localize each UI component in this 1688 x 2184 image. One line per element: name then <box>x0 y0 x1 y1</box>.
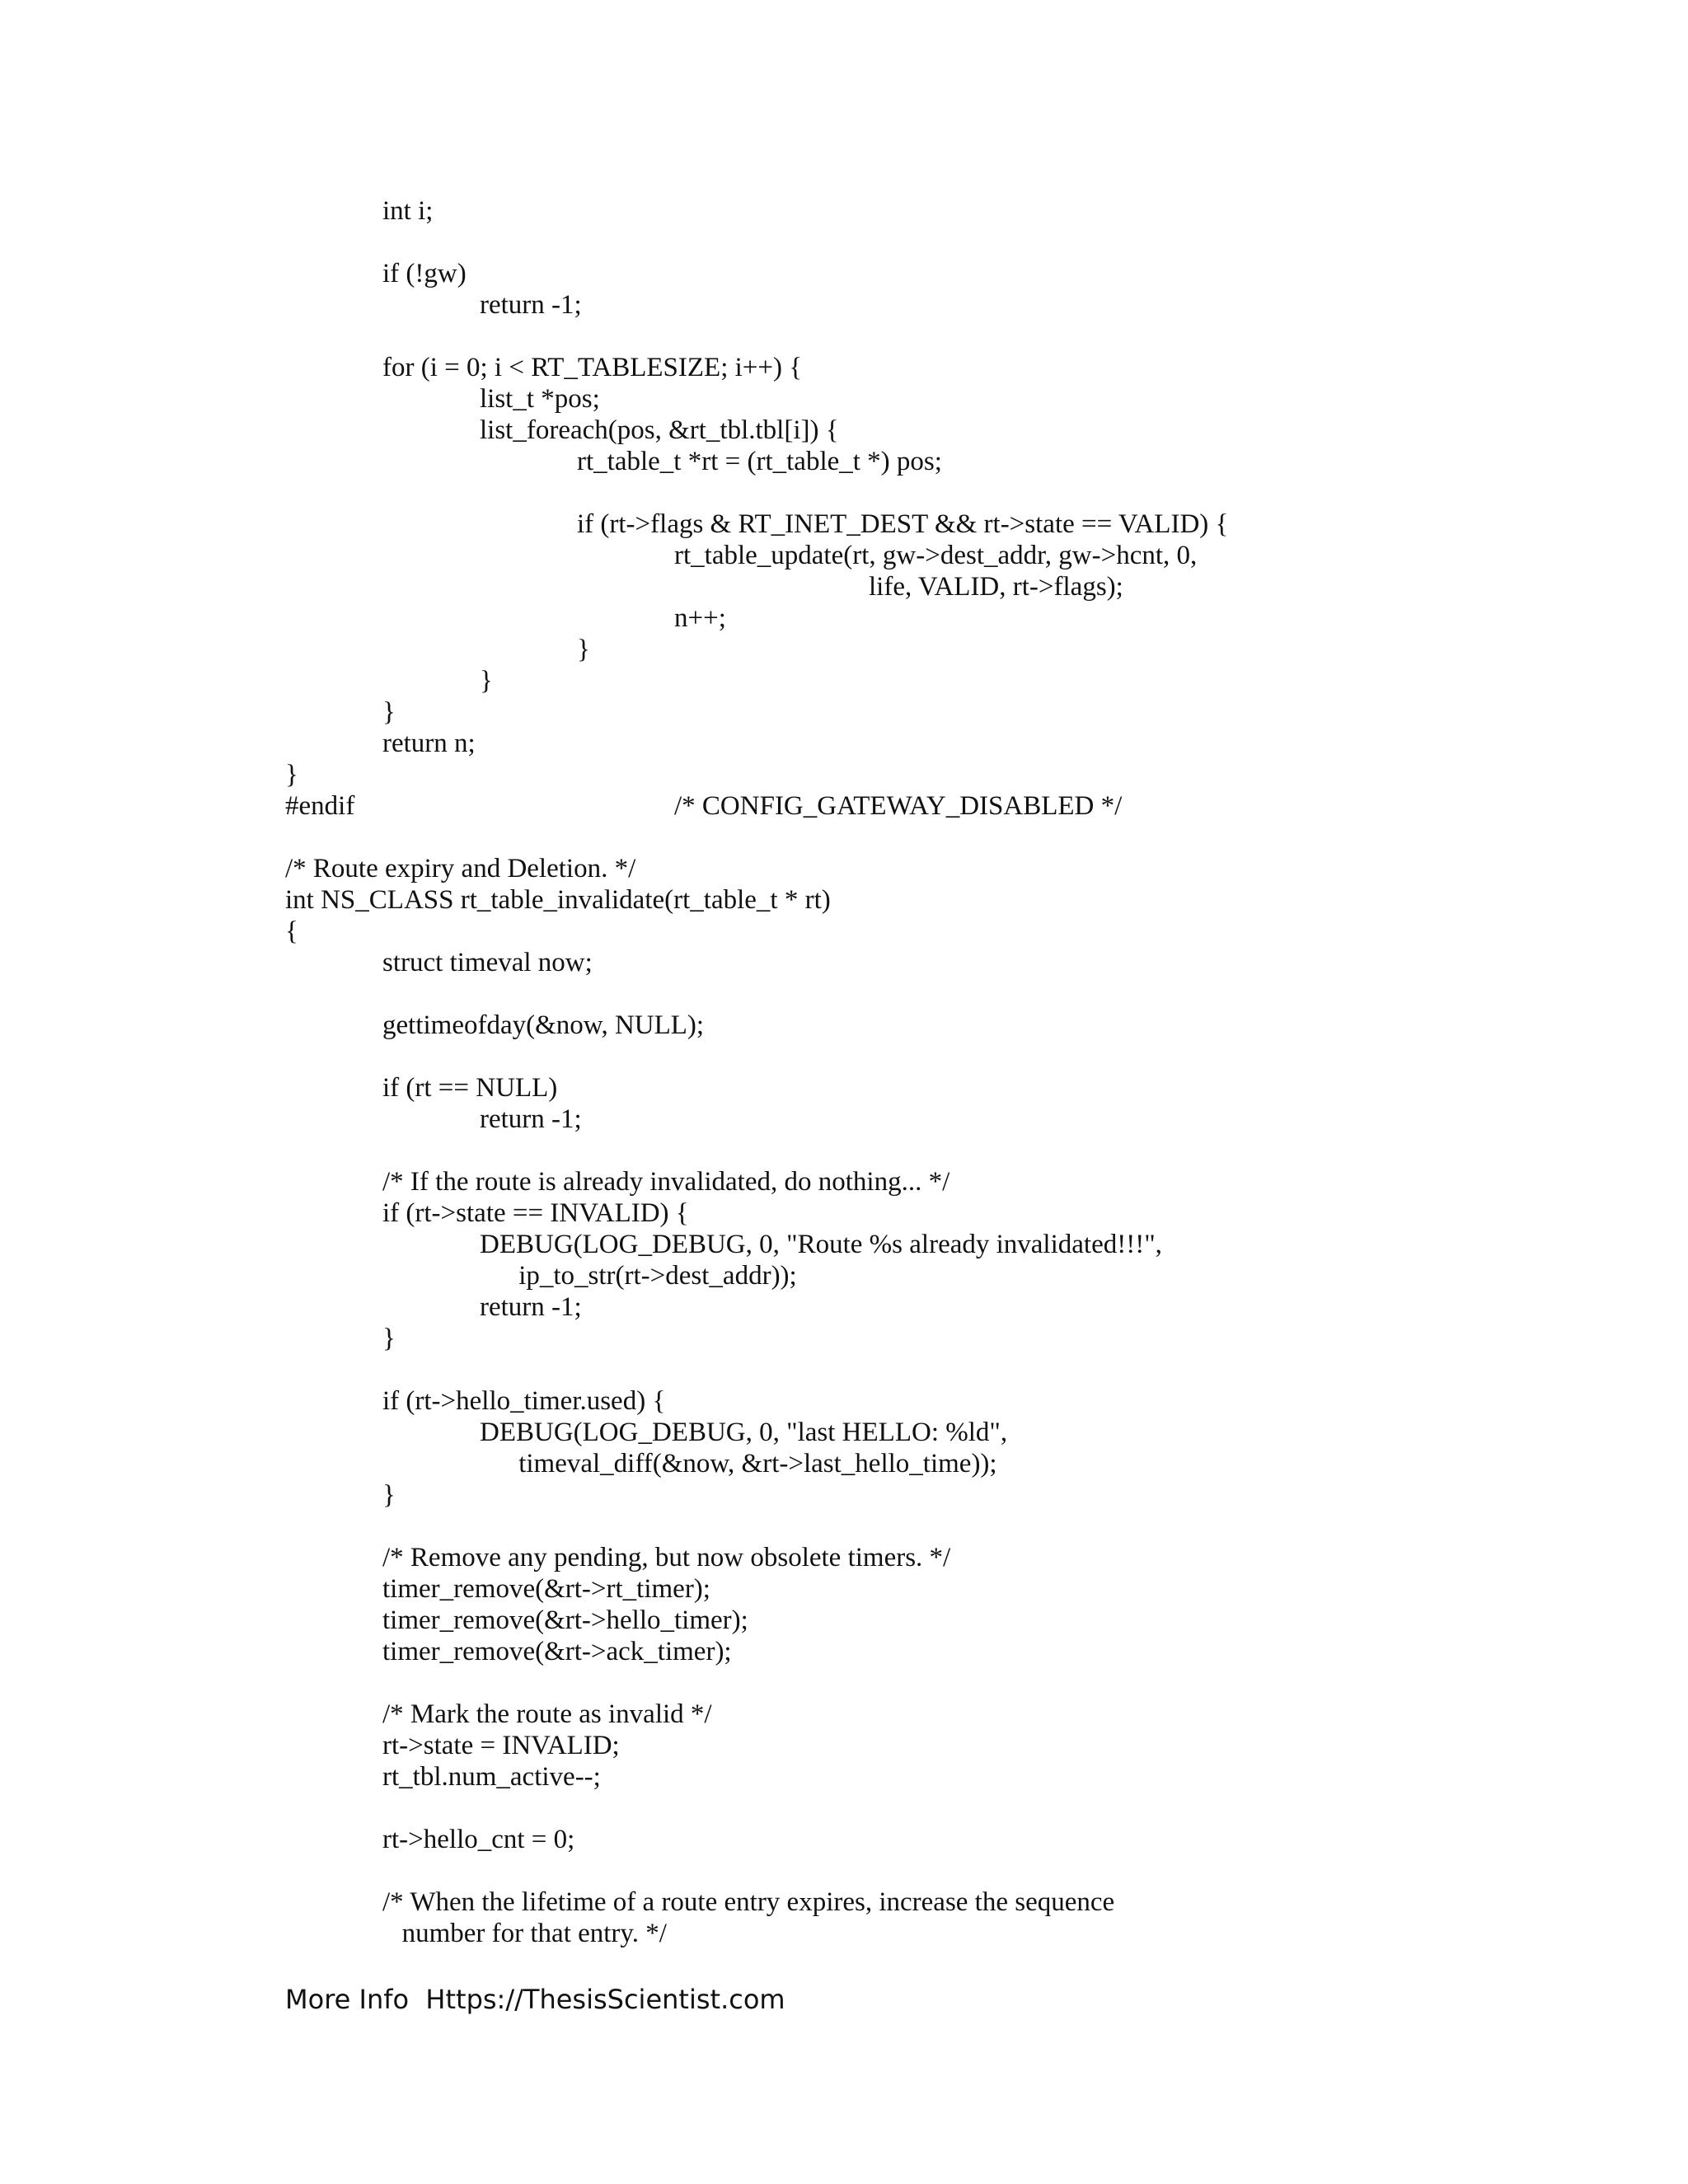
code-line: DEBUG(LOG_DEBUG, 0, "Route %s already invalidated!!!", <box>480 1230 1162 1259</box>
code-line: } <box>577 635 590 664</box>
code-line: gettimeofday(&now, NULL); <box>382 1010 705 1040</box>
code-line: rt->hello_cnt = 0; <box>382 1825 575 1854</box>
code-line: if (rt->hello_timer.used) { <box>382 1386 666 1416</box>
code-line: } <box>382 697 396 727</box>
code-line: } <box>382 1480 396 1510</box>
code-line: if (!gw) <box>382 259 467 288</box>
code-line: if (rt == NULL) <box>382 1073 558 1103</box>
code-line: rt_tbl.num_active--; <box>382 1762 601 1792</box>
code-line: ip_to_str(rt->dest_addr)); <box>518 1261 797 1291</box>
code-line: } <box>285 760 298 790</box>
code-line: for (i = 0; i < RT_TABLESIZE; i++) { <box>382 353 803 382</box>
code-line: { <box>285 916 298 946</box>
code-line: rt_table_t *rt = (rt_table_t *) pos; <box>577 447 942 476</box>
code-line: number for that entry. */ <box>401 1919 667 1948</box>
code-line: return n; <box>382 729 476 758</box>
code-line: return -1; <box>480 1292 582 1322</box>
footer-link-text: More Info Https://ThesisScientist.com <box>285 1984 785 2015</box>
code-line: return -1; <box>480 1104 582 1134</box>
code-line: if (rt->flags & RT_INET_DEST && rt->state == VALID) { <box>577 509 1229 539</box>
code-line: /* Remove any pending, but now obsolete timers. */ <box>382 1543 951 1572</box>
code-line: /* When the lifetime of a route entry expires, increase the sequence <box>382 1887 1115 1917</box>
code-line: timer_remove(&rt->rt_timer); <box>382 1574 710 1604</box>
code-line: timer_remove(&rt->ack_timer); <box>382 1637 732 1666</box>
code-line: life, VALID, rt->flags); <box>869 572 1123 602</box>
code-line: /* Mark the route as invalid */ <box>382 1699 712 1729</box>
code-line: /* If the route is already invalidated, do nothing... */ <box>382 1167 950 1197</box>
code-line: DEBUG(LOG_DEBUG, 0, "last HELLO: %ld", <box>480 1418 1008 1447</box>
code-line: struct timeval now; <box>382 948 593 977</box>
code-line: int NS_CLASS rt_table_invalidate(rt_table_t * rt) <box>285 885 831 915</box>
code-line: #endif <box>285 791 355 821</box>
code-line: rt_table_update(rt, gw->dest_addr, gw->hcnt, 0, <box>674 541 1198 570</box>
code-line: /* CONFIG_GATEWAY_DISABLED */ <box>674 791 1123 821</box>
code-line: int i; <box>382 196 434 226</box>
code-line: return -1; <box>480 290 582 320</box>
code-line: if (rt->state == INVALID) { <box>382 1198 689 1228</box>
code-line: /* Route expiry and Deletion. */ <box>285 854 636 883</box>
code-line: timer_remove(&rt->hello_timer); <box>382 1605 748 1635</box>
code-line: } <box>382 1324 396 1353</box>
code-line: n++; <box>674 603 726 633</box>
code-line: list_t *pos; <box>480 384 600 414</box>
code-line: list_foreach(pos, &rt_tbl.tbl[i]) { <box>480 415 839 445</box>
code-line: rt->state = INVALID; <box>382 1731 620 1760</box>
code-line: } <box>480 666 493 696</box>
code-line: timeval_diff(&now, &rt->last_hello_time)); <box>518 1449 997 1479</box>
